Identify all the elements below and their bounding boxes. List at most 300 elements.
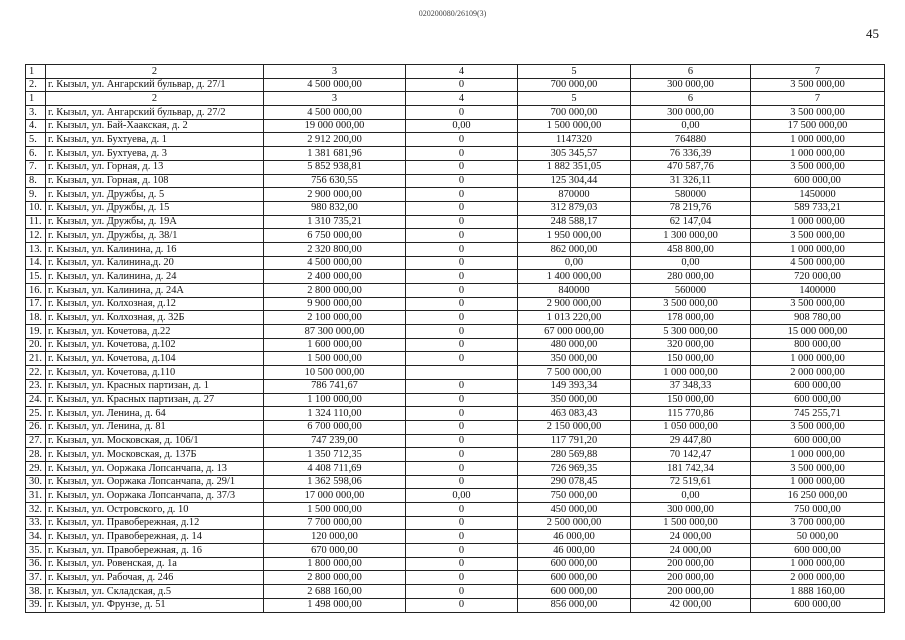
total-cost-cell: 1 800 000,00 xyxy=(264,557,406,571)
col5-cell: 700 000,00 xyxy=(518,78,631,92)
col6-cell: 764880 xyxy=(631,133,751,147)
col7-cell: 17 500 000,00 xyxy=(751,119,885,133)
col5-cell: 280 569,88 xyxy=(518,448,631,462)
col7-cell: 600 000,00 xyxy=(751,174,885,188)
total-cost-cell: 1 362 598,06 xyxy=(264,475,406,489)
col5-cell: 7 500 000,00 xyxy=(518,366,631,380)
total-cost-cell: 120 000,00 xyxy=(264,530,406,544)
col6-cell: 24 000,00 xyxy=(631,530,751,544)
total-cost-cell: 2 100 000,00 xyxy=(264,311,406,325)
col6-cell: 1 000 000,00 xyxy=(631,366,751,380)
col5-cell: 1 500 000,00 xyxy=(518,119,631,133)
col4-cell: 0 xyxy=(406,160,518,174)
total-cost-cell: 980 832,00 xyxy=(264,201,406,215)
table-row xyxy=(26,325,885,339)
address-cell: г. Кызыл, ул. Ангарский бульвар, д. 27/1 xyxy=(46,78,264,92)
total-cost-cell: 1 498 000,00 xyxy=(264,598,406,612)
row-number-cell: 5. xyxy=(26,133,46,147)
row-number-cell: 36. xyxy=(26,557,46,571)
row-number-cell: 29. xyxy=(26,461,46,475)
col7-cell: 589 733,21 xyxy=(751,201,885,215)
col7-cell: 1 000 000,00 xyxy=(751,147,885,161)
total-cost-cell: 747 239,00 xyxy=(264,434,406,448)
address-cell: г. Кызыл, ул. Кочетова, д.22 xyxy=(46,325,264,339)
table-row xyxy=(26,434,885,448)
col6-cell: 76 336,39 xyxy=(631,147,751,161)
address-cell: г. Кызыл, ул. Ленина, д. 64 xyxy=(46,407,264,421)
col7-cell: 3 500 000,00 xyxy=(751,229,885,243)
row-number-cell: 16. xyxy=(26,284,46,298)
address-cell: г. Кызыл, ул. Правобережная, д. 16 xyxy=(46,544,264,558)
address-cell: г. Кызыл, ул. Кочетова, д.102 xyxy=(46,338,264,352)
address-cell: г. Кызыл, ул. Красных партизан, д. 27 xyxy=(46,393,264,407)
total-cost-cell: 4 408 711,69 xyxy=(264,461,406,475)
col6-cell: 1 050 000,00 xyxy=(631,420,751,434)
col5-cell: 46 000,00 xyxy=(518,544,631,558)
address-cell: г. Кызыл, ул. Красных партизан, д. 1 xyxy=(46,379,264,393)
col6-cell: 29 447,80 xyxy=(631,434,751,448)
total-cost-cell: 1 600 000,00 xyxy=(264,338,406,352)
document-id: 020200080/26109(3) xyxy=(418,9,487,18)
col4-cell: 0 xyxy=(406,407,518,421)
col6-cell: 0,00 xyxy=(631,119,751,133)
column-number-cell: 6 xyxy=(631,92,751,106)
total-cost-cell: 4 500 000,00 xyxy=(264,106,406,120)
col7-cell: 4 500 000,00 xyxy=(751,256,885,270)
table-row xyxy=(26,379,885,393)
col6-cell: 470 587,76 xyxy=(631,160,751,174)
col6-cell: 0,00 xyxy=(631,489,751,503)
table-row xyxy=(26,393,885,407)
col6-cell: 1 300 000,00 xyxy=(631,229,751,243)
col5-cell: 463 083,43 xyxy=(518,407,631,421)
col7-cell: 745 255,71 xyxy=(751,407,885,421)
table-row xyxy=(26,420,885,434)
row-number-cell: 32. xyxy=(26,503,46,517)
col5-cell: 862 000,00 xyxy=(518,242,631,256)
address-cell: г. Кызыл, ул. Горная, д. 13 xyxy=(46,160,264,174)
table-row xyxy=(26,598,885,612)
col5-cell: 700 000,00 xyxy=(518,106,631,120)
address-cell: г. Кызыл, ул. Ооржака Лопсанчапа, д. 37/3 xyxy=(46,489,264,503)
table-row xyxy=(26,297,885,311)
col4-cell: 0 xyxy=(406,598,518,612)
col4-cell: 0 xyxy=(406,133,518,147)
col6-cell: 320 000,00 xyxy=(631,338,751,352)
col4-cell: 0 xyxy=(406,571,518,585)
col6-cell: 37 348,33 xyxy=(631,379,751,393)
column-number-cell: 7 xyxy=(751,65,885,79)
total-cost-cell: 19 000 000,00 xyxy=(264,119,406,133)
address-cell: г. Кызыл, ул. Дружбы, д. 19А xyxy=(46,215,264,229)
address-cell: г. Кызыл, ул. Калинина, д. 24 xyxy=(46,270,264,284)
col7-cell: 750 000,00 xyxy=(751,503,885,517)
col4-cell: 0 xyxy=(406,270,518,284)
col4-cell: 0 xyxy=(406,379,518,393)
row-number-cell: 20. xyxy=(26,338,46,352)
col5-cell: 290 078,45 xyxy=(518,475,631,489)
col7-cell: 1 888 160,00 xyxy=(751,585,885,599)
address-cell: г. Кызыл, ул. Московская, д. 137Б xyxy=(46,448,264,462)
total-cost-cell: 786 741,67 xyxy=(264,379,406,393)
col4-cell: 0 xyxy=(406,311,518,325)
address-cell: г. Кызыл, ул. Ангарский бульвар, д. 27/2 xyxy=(46,106,264,120)
table-row xyxy=(26,174,885,188)
table-row xyxy=(26,311,885,325)
col7-cell: 16 250 000,00 xyxy=(751,489,885,503)
row-number-cell: 28. xyxy=(26,448,46,462)
col5-cell: 480 000,00 xyxy=(518,338,631,352)
row-number-cell: 3. xyxy=(26,106,46,120)
col5-cell: 840000 xyxy=(518,284,631,298)
col5-cell: 726 969,35 xyxy=(518,461,631,475)
col5-cell: 248 588,17 xyxy=(518,215,631,229)
col7-cell: 1 000 000,00 xyxy=(751,475,885,489)
col7-cell: 600 000,00 xyxy=(751,598,885,612)
col6-cell: 200 000,00 xyxy=(631,571,751,585)
table-row xyxy=(26,215,885,229)
table-row xyxy=(26,338,885,352)
address-cell: г. Кызыл, ул. Горная, д. 108 xyxy=(46,174,264,188)
address-cell: г. Кызыл, ул. Колхозная, д.12 xyxy=(46,297,264,311)
table-row xyxy=(26,503,885,517)
address-cell: г. Кызыл, ул. Калинина, д. 24А xyxy=(46,284,264,298)
col5-cell: 1 013 220,00 xyxy=(518,311,631,325)
data-table xyxy=(25,64,885,613)
row-number-cell: 19. xyxy=(26,325,46,339)
table-row xyxy=(26,544,885,558)
row-number-cell: 33. xyxy=(26,516,46,530)
col7-cell: 600 000,00 xyxy=(751,544,885,558)
col4-cell: 0 xyxy=(406,393,518,407)
total-cost-cell: 2 688 160,00 xyxy=(264,585,406,599)
col7-cell: 3 700 000,00 xyxy=(751,516,885,530)
col7-cell: 1400000 xyxy=(751,284,885,298)
table-row xyxy=(26,407,885,421)
table-row xyxy=(26,78,885,92)
address-cell: г. Кызыл, ул. Дружбы, д. 38/1 xyxy=(46,229,264,243)
table-row xyxy=(26,133,885,147)
row-number-cell: 26. xyxy=(26,420,46,434)
col7-cell: 3 500 000,00 xyxy=(751,461,885,475)
col6-cell: 3 500 000,00 xyxy=(631,297,751,311)
row-number-cell: 13. xyxy=(26,242,46,256)
col4-cell: 0 xyxy=(406,338,518,352)
table-row xyxy=(26,119,885,133)
col4-cell: 0 xyxy=(406,229,518,243)
col6-cell: 458 800,00 xyxy=(631,242,751,256)
col7-cell: 1 000 000,00 xyxy=(751,215,885,229)
table-row xyxy=(26,366,885,380)
header-row xyxy=(26,92,885,106)
col7-cell: 3 500 000,00 xyxy=(751,420,885,434)
col6-cell: 0,00 xyxy=(631,256,751,270)
column-number-cell: 3 xyxy=(264,92,406,106)
table-row xyxy=(26,516,885,530)
column-number-cell: 2 xyxy=(46,92,264,106)
address-cell: г. Кызыл, ул. Калинина,д. 20 xyxy=(46,256,264,270)
col4-cell: 0 xyxy=(406,78,518,92)
col4-cell xyxy=(406,366,518,380)
table-row xyxy=(26,448,885,462)
col7-cell: 1 000 000,00 xyxy=(751,557,885,571)
col4-cell: 0 xyxy=(406,352,518,366)
col5-cell: 870000 xyxy=(518,188,631,202)
address-cell: г. Кызыл, ул. Кочетова, д.104 xyxy=(46,352,264,366)
table-body xyxy=(26,65,885,613)
total-cost-cell: 6 700 000,00 xyxy=(264,420,406,434)
col5-cell: 0,00 xyxy=(518,256,631,270)
column-number-cell: 6 xyxy=(631,65,751,79)
col4-cell: 0 xyxy=(406,516,518,530)
col6-cell: 1 500 000,00 xyxy=(631,516,751,530)
row-number-cell: 25. xyxy=(26,407,46,421)
col5-cell: 750 000,00 xyxy=(518,489,631,503)
table-row xyxy=(26,352,885,366)
total-cost-cell: 2 800 000,00 xyxy=(264,284,406,298)
col4-cell: 0,00 xyxy=(406,119,518,133)
col4-cell: 0 xyxy=(406,503,518,517)
col4-cell: 0 xyxy=(406,297,518,311)
table-row xyxy=(26,270,885,284)
col7-cell: 50 000,00 xyxy=(751,530,885,544)
col6-cell: 150 000,00 xyxy=(631,393,751,407)
col5-cell: 67 000 000,00 xyxy=(518,325,631,339)
col5-cell: 600 000,00 xyxy=(518,557,631,571)
row-number-cell: 21. xyxy=(26,352,46,366)
row-number-cell: 31. xyxy=(26,489,46,503)
col5-cell: 1 950 000,00 xyxy=(518,229,631,243)
table-row xyxy=(26,242,885,256)
table-row xyxy=(26,284,885,298)
col4-cell: 0 xyxy=(406,475,518,489)
row-number-cell: 7. xyxy=(26,160,46,174)
col4-cell: 0 xyxy=(406,174,518,188)
col7-cell: 3 500 000,00 xyxy=(751,160,885,174)
address-cell: г. Кызыл, ул. Бухтуева, д. 1 xyxy=(46,133,264,147)
col7-cell: 908 780,00 xyxy=(751,311,885,325)
col6-cell: 62 147,04 xyxy=(631,215,751,229)
row-number-cell: 37. xyxy=(26,571,46,585)
col6-cell: 280 000,00 xyxy=(631,270,751,284)
column-number-cell: 5 xyxy=(518,92,631,106)
col6-cell: 178 000,00 xyxy=(631,311,751,325)
row-number-cell: 17. xyxy=(26,297,46,311)
total-cost-cell: 2 900 000,00 xyxy=(264,188,406,202)
address-cell: г. Кызыл, ул. Колхозная, д. 32Б xyxy=(46,311,264,325)
col6-cell: 200 000,00 xyxy=(631,585,751,599)
table-row xyxy=(26,160,885,174)
page-number: 45 xyxy=(866,26,879,41)
col4-cell: 0 xyxy=(406,448,518,462)
col6-cell: 150 000,00 xyxy=(631,352,751,366)
col7-cell: 1 000 000,00 xyxy=(751,448,885,462)
col7-cell: 2 000 000,00 xyxy=(751,571,885,585)
col5-cell: 1 882 351,05 xyxy=(518,160,631,174)
col6-cell: 181 742,34 xyxy=(631,461,751,475)
address-cell: г. Кызыл, ул. Ооржака Лопсанчапа, д. 29/1 xyxy=(46,475,264,489)
column-number-cell: 4 xyxy=(406,92,518,106)
total-cost-cell: 2 800 000,00 xyxy=(264,571,406,585)
col6-cell: 31 326,11 xyxy=(631,174,751,188)
col7-cell: 1450000 xyxy=(751,188,885,202)
total-cost-cell: 1 500 000,00 xyxy=(264,352,406,366)
total-cost-cell: 7 700 000,00 xyxy=(264,516,406,530)
address-cell: г. Кызыл, ул. Бухтуева, д. 3 xyxy=(46,147,264,161)
table-row xyxy=(26,106,885,120)
col4-cell: 0 xyxy=(406,242,518,256)
row-number-cell: 24. xyxy=(26,393,46,407)
col7-cell: 600 000,00 xyxy=(751,434,885,448)
col4-cell: 0 xyxy=(406,215,518,229)
table-row xyxy=(26,229,885,243)
col4-cell: 0 xyxy=(406,420,518,434)
table-row xyxy=(26,147,885,161)
col6-cell: 78 219,76 xyxy=(631,201,751,215)
address-cell: г. Кызыл, ул. Ленина, д. 81 xyxy=(46,420,264,434)
address-cell: г. Кызыл, ул. Складская, д.5 xyxy=(46,585,264,599)
col5-cell: 856 000,00 xyxy=(518,598,631,612)
col7-cell: 1 000 000,00 xyxy=(751,242,885,256)
total-cost-cell: 4 500 000,00 xyxy=(264,78,406,92)
row-number-cell: 23. xyxy=(26,379,46,393)
row-number-cell: 10. xyxy=(26,201,46,215)
address-cell: г. Кызыл, ул. Московская, д. 106/1 xyxy=(46,434,264,448)
row-number-cell: 14. xyxy=(26,256,46,270)
table-row xyxy=(26,489,885,503)
total-cost-cell: 756 630,55 xyxy=(264,174,406,188)
total-cost-cell: 1 310 735,21 xyxy=(264,215,406,229)
col4-cell: 0 xyxy=(406,544,518,558)
col7-cell: 3 500 000,00 xyxy=(751,78,885,92)
col5-cell: 2 150 000,00 xyxy=(518,420,631,434)
total-cost-cell: 10 500 000,00 xyxy=(264,366,406,380)
row-number-cell: 15. xyxy=(26,270,46,284)
col5-cell: 450 000,00 xyxy=(518,503,631,517)
col6-cell: 580000 xyxy=(631,188,751,202)
total-cost-cell: 17 000 000,00 xyxy=(264,489,406,503)
col6-cell: 5 300 000,00 xyxy=(631,325,751,339)
address-cell: г. Кызыл, ул. Ровенская, д. 1а xyxy=(46,557,264,571)
total-cost-cell: 2 400 000,00 xyxy=(264,270,406,284)
total-cost-cell: 2 320 800,00 xyxy=(264,242,406,256)
column-number-cell: 1 xyxy=(26,92,46,106)
col7-cell: 800 000,00 xyxy=(751,338,885,352)
col4-cell: 0 xyxy=(406,461,518,475)
col4-cell: 0 xyxy=(406,147,518,161)
address-cell: г. Кызыл, ул. Бай-Хаакская, д. 2 xyxy=(46,119,264,133)
col6-cell: 300 000,00 xyxy=(631,78,751,92)
column-number-cell: 5 xyxy=(518,65,631,79)
total-cost-cell: 670 000,00 xyxy=(264,544,406,558)
col5-cell: 312 879,03 xyxy=(518,201,631,215)
col5-cell: 2 500 000,00 xyxy=(518,516,631,530)
col7-cell: 1 000 000,00 xyxy=(751,133,885,147)
total-cost-cell: 9 900 000,00 xyxy=(264,297,406,311)
table-row xyxy=(26,461,885,475)
col4-cell: 0 xyxy=(406,201,518,215)
col6-cell: 560000 xyxy=(631,284,751,298)
col5-cell: 600 000,00 xyxy=(518,571,631,585)
address-cell: г. Кызыл, ул. Фрунзе, д. 51 xyxy=(46,598,264,612)
row-number-cell: 39. xyxy=(26,598,46,612)
address-cell: г. Кызыл, ул. Рабочая, д. 246 xyxy=(46,571,264,585)
col6-cell: 300 000,00 xyxy=(631,106,751,120)
table-row xyxy=(26,571,885,585)
address-cell: г. Кызыл, ул. Правобережная, д.12 xyxy=(46,516,264,530)
total-cost-cell: 1 381 681,96 xyxy=(264,147,406,161)
table-row xyxy=(26,557,885,571)
column-number-cell: 2 xyxy=(46,65,264,79)
col7-cell: 1 000 000,00 xyxy=(751,352,885,366)
col5-cell: 149 393,34 xyxy=(518,379,631,393)
column-number-cell: 7 xyxy=(751,92,885,106)
address-cell: г. Кызыл, ул. Ооржака Лопсанчапа, д. 13 xyxy=(46,461,264,475)
address-cell: г. Кызыл, ул. Кочетова, д.110 xyxy=(46,366,264,380)
col4-cell: 0 xyxy=(406,106,518,120)
address-cell: г. Кызыл, ул. Дружбы, д. 15 xyxy=(46,201,264,215)
table-row xyxy=(26,256,885,270)
col5-cell: 350 000,00 xyxy=(518,352,631,366)
table-row xyxy=(26,475,885,489)
col4-cell: 0 xyxy=(406,585,518,599)
table-row xyxy=(26,188,885,202)
col4-cell: 0 xyxy=(406,188,518,202)
total-cost-cell: 1 500 000,00 xyxy=(264,503,406,517)
col4-cell: 0 xyxy=(406,557,518,571)
col5-cell: 46 000,00 xyxy=(518,530,631,544)
col5-cell: 600 000,00 xyxy=(518,585,631,599)
row-number-cell: 34. xyxy=(26,530,46,544)
col5-cell: 117 791,20 xyxy=(518,434,631,448)
col5-cell: 350 000,00 xyxy=(518,393,631,407)
col5-cell: 305 345,57 xyxy=(518,147,631,161)
row-number-cell: 4. xyxy=(26,119,46,133)
col6-cell: 24 000,00 xyxy=(631,544,751,558)
column-number-cell: 3 xyxy=(264,65,406,79)
col7-cell: 3 500 000,00 xyxy=(751,297,885,311)
col6-cell: 70 142,47 xyxy=(631,448,751,462)
column-number-cell: 4 xyxy=(406,65,518,79)
col6-cell: 300 000,00 xyxy=(631,503,751,517)
total-cost-cell: 2 912 200,00 xyxy=(264,133,406,147)
row-number-cell: 9. xyxy=(26,188,46,202)
col5-cell: 125 304,44 xyxy=(518,174,631,188)
total-cost-cell: 1 100 000,00 xyxy=(264,393,406,407)
col5-cell: 1 400 000,00 xyxy=(518,270,631,284)
address-cell: г. Кызыл, ул. Правобережная, д. 14 xyxy=(46,530,264,544)
col6-cell: 115 770,86 xyxy=(631,407,751,421)
col7-cell: 600 000,00 xyxy=(751,393,885,407)
table-row xyxy=(26,530,885,544)
col4-cell: 0 xyxy=(406,325,518,339)
row-number-cell: 12. xyxy=(26,229,46,243)
table-row xyxy=(26,585,885,599)
row-number-cell: 18. xyxy=(26,311,46,325)
total-cost-cell: 1 350 712,35 xyxy=(264,448,406,462)
col5-cell: 1147320 xyxy=(518,133,631,147)
col4-cell: 0 xyxy=(406,284,518,298)
row-number-cell: 22. xyxy=(26,366,46,380)
col7-cell: 720 000,00 xyxy=(751,270,885,284)
col7-cell: 600 000,00 xyxy=(751,379,885,393)
col6-cell: 42 000,00 xyxy=(631,598,751,612)
row-number-cell: 2. xyxy=(26,78,46,92)
col7-cell: 15 000 000,00 xyxy=(751,325,885,339)
row-number-cell: 38. xyxy=(26,585,46,599)
row-number-cell: 35. xyxy=(26,544,46,558)
total-cost-cell: 87 300 000,00 xyxy=(264,325,406,339)
